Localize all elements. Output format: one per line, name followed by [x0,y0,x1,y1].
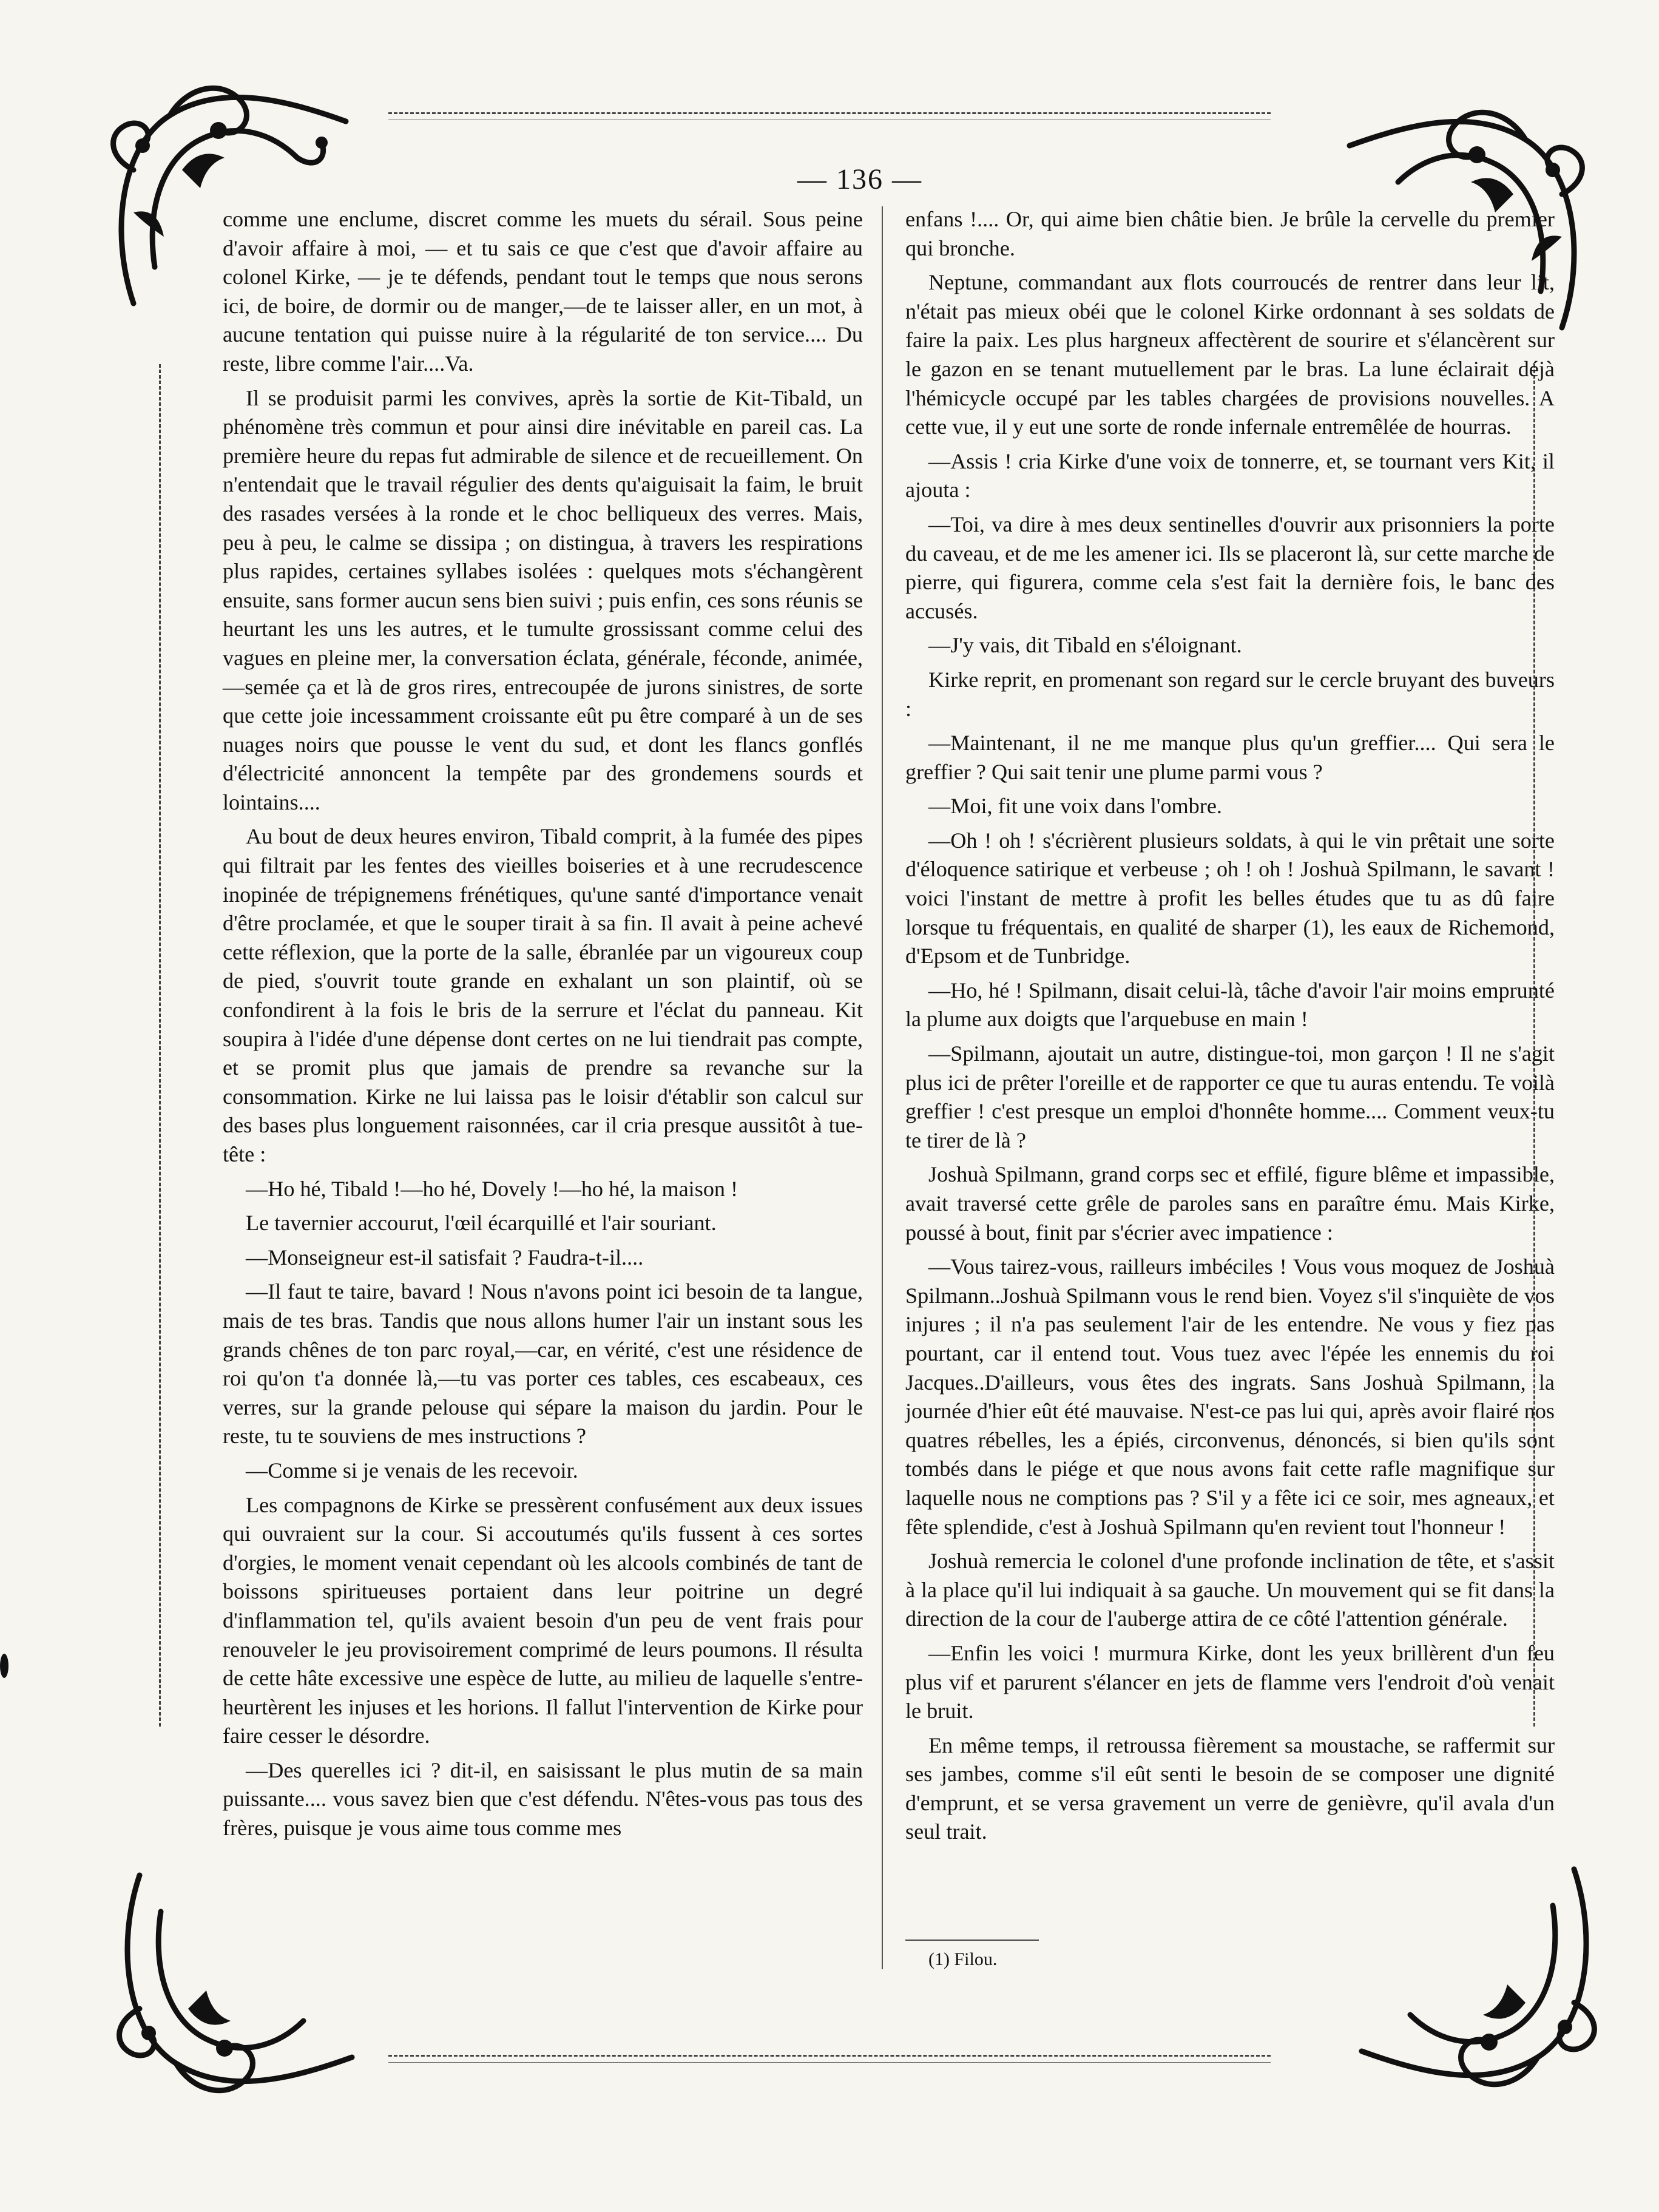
paragraph: —Enfin les voici ! murmura Kirke, dont les yeux brillèrent d'un feu plus vif et parurent s'élancer en jets de flamme vers l'endroit d'où venait le bruit. [905,1640,1555,1723]
text-column-left [223,205,863,1848]
paragraph: Kirke reprit, en promenant son regard sur le cercle bruyant des buveurs : [905,667,1555,721]
paragraph: —J'y vais, dit Tibald en s'éloignant. [928,633,1242,658]
paragraph: Les compagnons de Kirke se pressèrent confusément aux deux issues qui ouvraient sur la cour. Si accoutumés qu'ils fussent à ces sortes d'orgies, le moment venait cependant où les alcools combinés de tant de boissons spiritueuses portaient dans leur poitrine un degré d'inflammation tel, qu'ils avaient besoin d'un peu de vent frais pour renouveler le jeu provisoirement comprimé de leurs poumons. Il résulta de cette hâte excessive une espèce de lutte, au milieu de laquelle s'entre-heurtèrent les injuses et les horions. Il fallut l'intervention de Kirke pour faire cesser le désordre. [223,1492,863,1748]
paragraph: Il se produisit parmi les convives, après la sortie de Kit-Tibald, un phénomène très commun et pour ainsi dire inévitable en pareil cas. La première heure du repas fut admirable de silence et de recueillement. On n'entendait que le travail régulier des dents qu'aiguisait la faim, le bruit des rasades versées à la ronde et le choc belliqueux des verres. Mais, peu à peu, le calme se dissipa ; on distingua, à travers les respirations plus rapides, certaines syllabes isolées : quelques mots s'échangèrent ensuite, sans former aucun sens bien suivi ; puis enfin, ces sons réunis se heurtant les uns les autres, et le tumulte grossissant comme celui des vagues en pleine mer, la conversation éclata, générale, féconde, animée,—semée ça et là de gros rires, entrecoupée de jurons sinistres, de sorte que cette joie incessamment croissante eût pu être comparé à un de ses nuages noirs que pousse le vent du sud, et dont les flancs gonflés d'électricité annoncent la tempête par des grondemens sourds et lointains.... [223,385,863,814]
text-column-right [905,205,1555,1852]
paragraph: —Spilmann, ajoutait un autre, distingue-toi, mon garçon ! Il ne s'agit plus ici de prêter l'oreille et de rapporter ce que tu auras entendu. Te voilà greffier ! c'est presque un emploi d'honnête homme.... Comment veux-tu te tirer de là ? [905,1041,1555,1152]
paragraph: —Assis ! cria Kirke d'une voix de tonnerre, et, se tournant vers Kit, il ajouta : [905,448,1555,502]
paragraph: —Maintenant, il ne me manque plus qu'un greffier.... Qui sera le greffier ? Qui sait tenir une plume parmi vous ? [905,731,1555,784]
footnote-rule [905,1940,1039,1941]
corner-ornament-bottom-left-icon [103,1851,364,2130]
paragraph: Joshuà remercia le colonel d'une profonde inclination de tête, et s'assit à la place qu'il lui indiquait à sa gauche. Un mouvement qui se fit dans la direction de la cour de l'auberge attira de ce côté l'attention générale. [905,1549,1555,1631]
column-divider [882,206,883,1969]
paragraph: Le tavernier accourut, l'œil écarquillé et l'air souriant. [246,1211,717,1236]
paragraph: —Toi, va dire à mes deux sentinelles d'ouvrir aux prisonniers la porte du caveau, et de me les amener ici. Ils se placeront là, sur cette marche de pierre, qui figurera, comme cela s'est fait la dernière fois, le banc des accusés. [905,512,1555,623]
paragraph: —Monseigneur est-il satisfait ? Faudra-t-il.... [246,1245,644,1270]
paragraph: —Vous tairez-vous, railleurs imbéciles ! Vous vous moquez de Joshuà Spilmann..Joshuà Spilmann vous le rend bien. Voyez s'il s'inquiète de vos injures ; il n'a pas seulement l'air de les entendre. Ne vous y fiez pas pourtant, car il entend tout. Vous tuez avec l'épée les ennemis du roi Jacques..D'ailleurs, vous êtes des ingrats. Sans Joshuà Spilmann, la journée d'hier eût été mauvaise. N'est-ce pas lui qui, après avoir flairé nos quatres rébelles, les a épiés, circonvenus, dénoncés, si bien qu'ils sont tombés dans le piége et que nous avons fait cette rafle magnifique sur laquelle nous ne comptions pas ? S'il y a fête ici ce soir, mes agneaux, et fête splendide, c'est à Joshuà Spilmann qu'en revient tout l'honneur ! [905,1254,1555,1539]
frame-bottom-border [388,2055,1271,2057]
frame-left-border [159,364,161,1727]
paragraph: Au bout de deux heures environ, Tibald comprit, à la fumée des pipes qui filtrait par les fentes des vieilles boiseries et à une recrudescence inopinée de trépignemens frénétiques, qu'une santé d'importance venait d'être proclamée, et que le souper tirait à sa fin. Il avait à peine achevé cette réflexion, que la porte de la salle, ébranlée par un vigoureux coup de pied, s'ouvrit toute grande en exhalant un son plaintif, où se confondirent à la fois le bris de la serrure et l'éclat du panneau. Kit soupira à l'idée d'une dépense dont certes on ne lui tiendrait pas compte, et se promit plus que jamais de prendre sa revanche sur la consommation. Kirke ne lui laissa pas le loisir d'établir son calcul sur des bases plus longuement raisonnées, car il cria presque aussitôt à tue-tête : [223,824,863,1166]
paragraph: comme une enclume, discret comme les muets du sérail. Sous peine d'avoir affaire à moi, — et tu sais ce que c'est que d'avoir affaire au colonel Kirke, — je te défends, pendant tout le temps que nous serons ici, de boire, de dormir ou de manger,—de te laisser aller, en un mot, à aucune tentation qui puisse nuire à la régularité de ton service.... Du reste, libre comme l'air....Va. [223,207,863,376]
paragraph: En même temps, il retroussa fièrement sa moustache, se raffermit sur ses jambes, comme s'il eût senti le besoin de se composer une dignité d'emprunt, et se versa gravement un verre de genièvre, qu'il avala d'un seul trait. [905,1733,1555,1844]
paragraph: —Il faut te taire, bavard ! Nous n'avons point ici besoin de ta langue, mais de tes bras. Tandis que nous allons humer l'air un instant sous les grands chênes de ton parc royal,—car, en vérité, c'est une résidence de roi qu'on t'a donnée là,—tu vas porter ces tables, ces escabeaux, ces verres, sur la grande pelouse qui sépare la maison du jardin. Pour le reste, tu te souviens de mes instructions ? [223,1279,863,1449]
frame-top-border [388,112,1271,114]
paragraph: —Oh ! oh ! s'écrièrent plusieurs soldats, à qui le vin prêtait une sorte d'éloquence satirique et verbeuse ; oh ! oh ! Joshuà Spilmann, le savant ! voici l'instant de mettre à profit les belles études que tu as dû faire lorsque tu fréquentais, en qualité de sharper (1), les eaux de Richemond, d'Epsom et de Tunbridge. [905,828,1555,969]
paragraph: Neptune, commandant aux flots courroucés de rentrer dans leur lit, n'était pas mieux obéi que le colonel Kirke ordonnant à ses soldats de faire la paix. Les plus hargneux affectèrent de sourire et s'élancèrent sur le gazon en se tenant mutuellement par le bras. La lune éclairait déjà l'hémicycle occupé par les tables chargées de provisions nouvelles. A cette vue, il y eut une sorte de ronde infernale entremêlée de hourras. [905,270,1555,439]
frame-bottom-inner-border [388,2062,1271,2063]
paragraph: —Des querelles ici ? dit-il, en saisissant le plus mutin de sa main puissante.... vous savez bien que c'est défendu. N'êtes-vous pas tous des frères, puisque je vous aime tous comme mes [223,1757,863,1841]
paragraph: —Comme si je venais de les recevoir. [246,1458,578,1483]
footnote: (1) Filou. [928,1949,998,1969]
paragraph: enfans !.... Or, qui aime bien châtie bien. Je brûle la cervelle du premier qui bronche. [905,207,1555,260]
paragraph: —Ho, hé ! Spilmann, disait celui-là, tâche d'avoir l'air moins emprunté la plume aux doigts que l'arquebuse en main ! [905,978,1555,1032]
corner-ornament-bottom-right-icon [1350,1845,1610,2124]
paragraph: —Moi, fit une voix dans l'ombre. [928,794,1222,819]
ink-speck [0,1654,8,1678]
page-number: — 136 — [797,163,922,195]
paragraph: —Ho hé, Tibald !—ho hé, Dovely !—ho hé, la maison ! [246,1176,738,1201]
paragraph: Joshuà Spilmann, grand corps sec et effilé, figure blême et impassible, avait traversé cette grêle de paroles sans en paraître ému. Mais Kirke, poussé à bout, finit par s'écrier avec impatience : [905,1162,1555,1245]
